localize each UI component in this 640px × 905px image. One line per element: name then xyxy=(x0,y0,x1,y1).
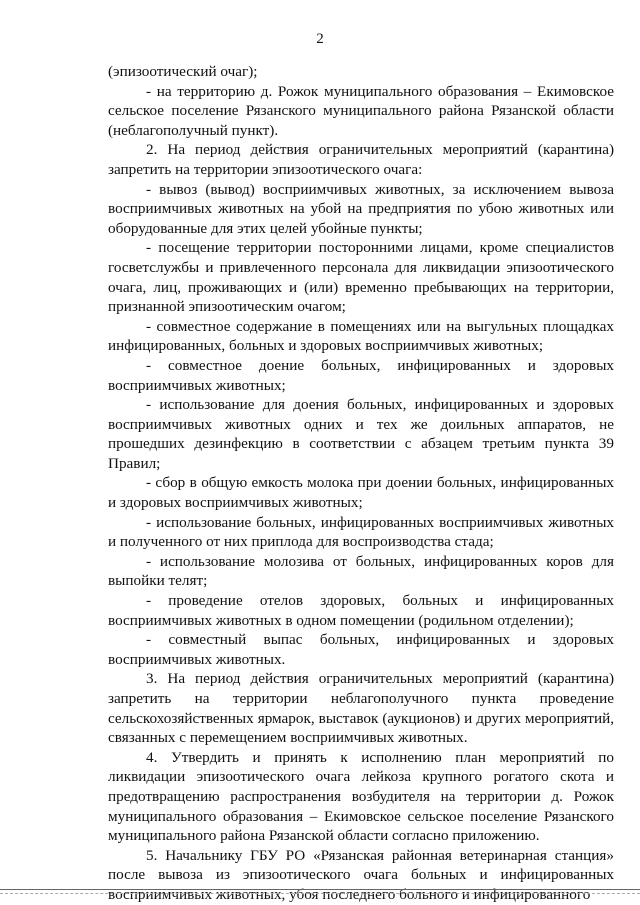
paragraph: 3. На период действия ограничительных мероприятий (карантина) запретить на территории неблагополучного пункта проведение сельскохозяйственных ярмарок, выставок (аукционов) и других мероприятий, связанных с перемещением восприимчивых животных. xyxy=(108,670,614,747)
paragraph: 5. Начальнику ГБУ РО «Рязанская районная ветеринарная станция» после вывоза из эпизоотического очага больных и инфицированных восприимчивых животных, убоя последнего больного и инфицированного xyxy=(108,846,614,903)
page-number: 2 xyxy=(316,31,324,47)
paragraph: - посещение территории посторонними лицами, кроме специалистов госветслужбы и привлеченного персонала для ликвидации эпизоотического очага, лиц, проживающих и (или) временно пребывающих на территории, признанной эпизоотическим очагом; xyxy=(108,239,614,316)
paragraph: - сбор в общую емкость молока при доении больных, инфицированных и здоровых восприимчивых животных; xyxy=(108,474,614,512)
paragraph: - на территорию д. Рожок муниципального образования – Екимовское сельское поселение Рязанского муниципального района Рязанской области (неблагополучный пункт). xyxy=(108,82,614,139)
paragraph: (эпизоотический очаг); xyxy=(108,63,258,80)
paragraph: - совместное содержание в помещениях или на выгульных площадках инфицированных, больных и здоровых восприимчивых животных; xyxy=(108,317,614,355)
paragraph: 2. На период действия ограничительных мероприятий (карантина) запретить на территории эпизоотического очага: xyxy=(108,141,614,178)
paragraph: - совместный выпас больных, инфицированных и здоровых восприимчивых животных. xyxy=(108,631,614,668)
page-bottom-edge xyxy=(0,889,640,890)
paragraph: - проведение отелов здоровых, больных и инфицированных восприимчивых животных в одном помещении (родильном отделении); xyxy=(108,592,614,629)
paragraph: - совместное доение больных, инфицированных и здоровых восприимчивых животных; xyxy=(108,356,614,394)
paragraph: - вывоз (вывод) восприимчивых животных, за исключением вывоза восприимчивых животных на убой на предприятия по убою животных или оборудованные для этих целей убойные пункты; xyxy=(108,180,614,237)
document-body xyxy=(108,62,614,905)
paragraph: - использование больных, инфицированных восприимчивых животных и полученного от них приплода для воспроизводства стада; xyxy=(108,513,614,551)
paragraph: - использование для доения больных, инфицированных и здоровых восприимчивых животных одних и тех же доильных аппаратов, не прошедших дезинфекцию в соответствии с абзацем третьим пункта 39 Правил; xyxy=(108,396,614,472)
page-bottom-edge-shadow xyxy=(0,893,640,894)
paragraph: 4. Утвердить и принять к исполнению план мероприятий по ликвидации эпизоотического очага лейкоза крупного рогатого скота и предотвращению распространения возбудителя на территории д. Рожок муниципального образования – Екимовское сельское поселение Рязанского муниципального района Рязанской области согласно приложению. xyxy=(108,748,614,845)
paragraph: - использование молозива от больных, инфицированных коров для выпойки телят; xyxy=(108,552,614,590)
